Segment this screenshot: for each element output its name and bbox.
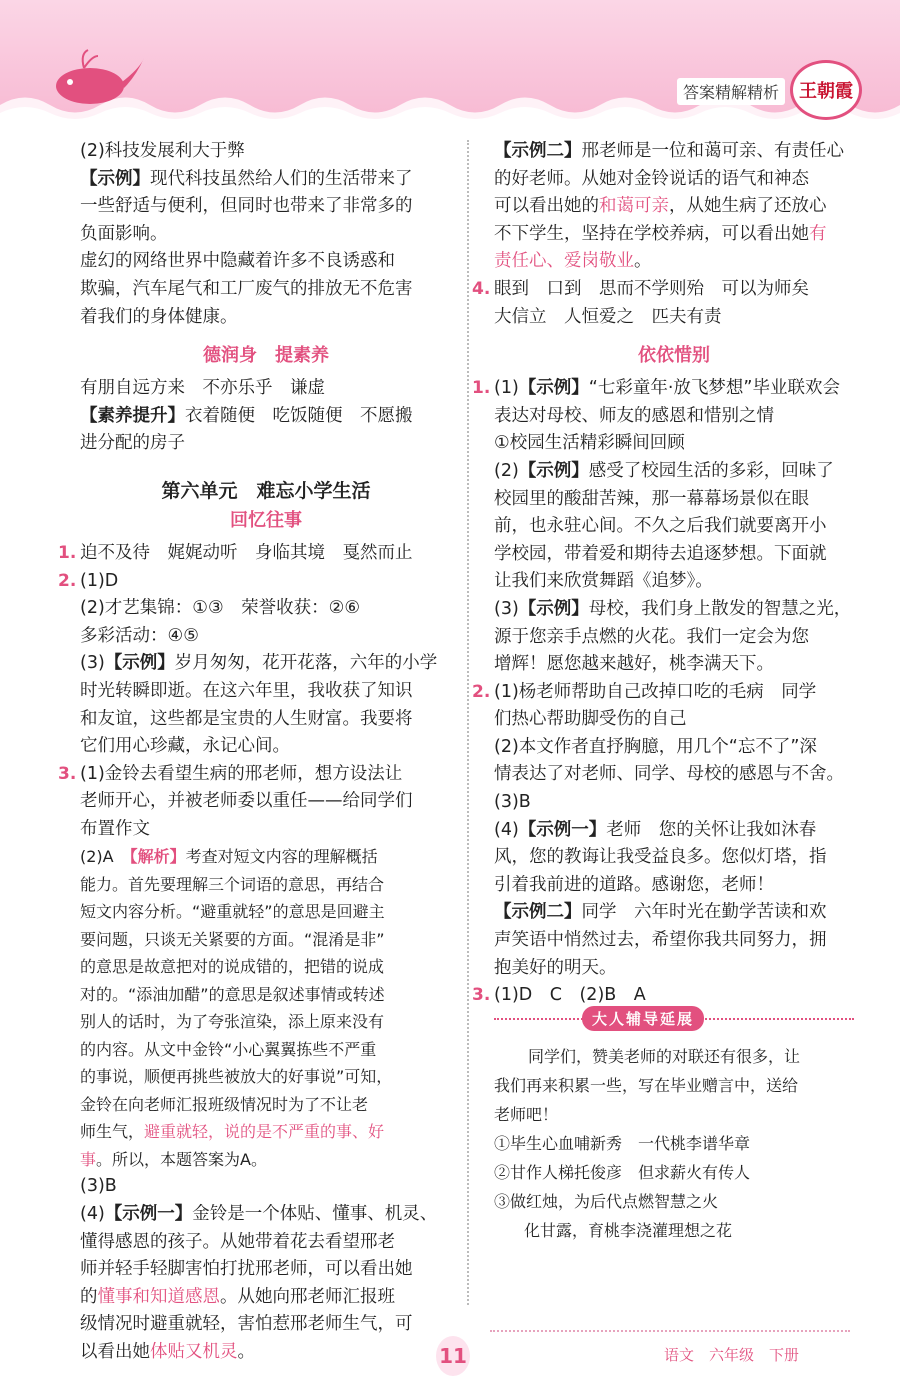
text-line: 情表达了对老师、同学、母校的感恩与不舍。 bbox=[494, 764, 844, 785]
text-line: 多彩活动：④⑤ bbox=[80, 625, 199, 646]
section-title: 依依惜别 bbox=[638, 345, 710, 367]
text-line: 有朋自远方来 不亦乐乎 谦虚 bbox=[80, 378, 325, 399]
text-line: (2)本文作者直抒胸臆，用几个“忘不了”深 bbox=[494, 736, 817, 757]
text-line bbox=[494, 138, 854, 166]
text-line: 虚幻的网络世界中隐藏着许多不良诱惑和 bbox=[80, 251, 395, 272]
column-divider bbox=[467, 140, 469, 1305]
question-line bbox=[472, 375, 854, 403]
text-line: 大信立 人恒爱之 匹夫有责 bbox=[494, 306, 722, 327]
text-span: “七彩童年·放飞梦想”毕业联欢会 bbox=[588, 378, 840, 399]
text-span: 。所以，本题答案为A。 bbox=[96, 1149, 267, 1169]
page-number: 11 bbox=[436, 1336, 470, 1376]
question-number: 3. bbox=[58, 763, 77, 784]
text-line: 增辉！愿您越来越好，桃李满天下。 bbox=[494, 654, 774, 675]
text-span: 不下学生，坚持在学校养病，可以看出她 bbox=[494, 223, 809, 244]
text-line: 时光转瞬即逝。在这六年里，我收获了知识 bbox=[80, 680, 413, 701]
text-line: 着我们的身体健康。 bbox=[80, 306, 238, 327]
text-span: 衣着随便 吃饭随便 不愿搬 bbox=[185, 405, 413, 426]
highlight-text: 懂事和知道感恩 bbox=[97, 1286, 220, 1307]
text-span: 同学 六年时光在勤学苦读和欢 bbox=[581, 902, 827, 923]
text-span: 邢老师是一位和蔼可亲、有责任心 bbox=[581, 141, 844, 161]
question-number: 2. bbox=[58, 570, 77, 591]
text-span: 可以看出她的 bbox=[494, 196, 599, 217]
text-line: 欺骗，汽车尾气和工厂废气的排放无不危害 bbox=[80, 278, 413, 299]
text-span: 金铃是一个体贴、懂事、机灵、 bbox=[192, 1204, 438, 1225]
text-line bbox=[80, 1118, 452, 1146]
question-line bbox=[58, 540, 452, 568]
brand-name: 王朝霞 bbox=[799, 81, 853, 102]
text-line bbox=[494, 248, 854, 276]
text-line: 的意思是故意把对的说成错的，把错的说成 bbox=[80, 957, 385, 977]
text-span: 眼到 口到 思而不学则殆 可以为师矣 bbox=[494, 278, 809, 299]
example-tag: 【示例】 bbox=[518, 460, 589, 481]
section-title: 德润身 提素养 bbox=[203, 345, 329, 367]
text-line: 声笑语中悄然过去，希望你我共同努力，拥 bbox=[494, 930, 827, 951]
text-line: 让我们来欣赏舞蹈《追梦》。 bbox=[494, 571, 713, 592]
text-span: 以看出她 bbox=[80, 1342, 150, 1363]
text-line: 布置作文 bbox=[80, 818, 150, 839]
text-line: 一些舒适与便利，但同时也带来了非常多的 bbox=[80, 196, 413, 217]
text-line: 引着我前进的道路。感谢您，老师！ bbox=[494, 874, 774, 895]
text-span: (3) bbox=[494, 598, 519, 619]
text-line bbox=[80, 403, 452, 431]
text-span: 考查对短文内容的理解概括 bbox=[185, 847, 378, 867]
example-tag: 【示例】 bbox=[80, 168, 150, 189]
text-span: 。 bbox=[237, 1342, 255, 1363]
text-line bbox=[494, 596, 854, 624]
text-line: (2)科技发展利大于弊 bbox=[80, 141, 245, 161]
text-line: 的内容。从文中金铃“小心翼翼拣些不严重 bbox=[80, 1039, 377, 1059]
header-title: 答案精解精析 bbox=[677, 78, 785, 105]
text-line: 我们再来积累一些，写在毕业赠言中，送给 bbox=[494, 1075, 799, 1095]
question-number: 3. bbox=[472, 985, 491, 1006]
text-line bbox=[494, 899, 854, 927]
footer-divider bbox=[490, 1330, 850, 1332]
text-line: 同学们，赞美老师的对联还有很多，让 bbox=[528, 1046, 801, 1066]
text-span: (1)金铃去看望生病的邢老师，想方设法让 bbox=[80, 763, 403, 784]
text-line: 的事说，顺便再挑些被放大的好事说”可知， bbox=[80, 1067, 393, 1087]
text-line bbox=[494, 817, 854, 845]
right-column bbox=[472, 138, 854, 1245]
text-line: 要问题，只谈无关紧要的方面。“混淆是非” bbox=[80, 929, 385, 949]
highlight-text: 责任心、爱岗敬业 bbox=[494, 251, 634, 272]
text-line: ③做红烛，为后代点燃智慧之火 bbox=[494, 1191, 719, 1211]
text-line: 老师吧！ bbox=[494, 1104, 559, 1124]
text-line: (3)B bbox=[494, 792, 531, 813]
text-line: 和友谊，这些都是宝贵的人生财富。我要将 bbox=[80, 708, 413, 729]
text-line: 们热心帮助脚受伤的自己 bbox=[494, 709, 687, 730]
question-number: 4. bbox=[472, 278, 491, 299]
text-line: 进分配的房子 bbox=[80, 433, 185, 454]
text-line bbox=[494, 458, 854, 486]
question-line bbox=[472, 276, 854, 304]
extension-label: 大人辅导延展 bbox=[582, 1006, 704, 1031]
highlight-text: 和蔼可亲 bbox=[599, 196, 669, 217]
text-line bbox=[494, 221, 854, 249]
question-line bbox=[58, 568, 452, 596]
text-line: 短文内容分析。“避重就轻”的意思是回避主 bbox=[80, 902, 385, 922]
text-line: 级情况时避重就轻，害怕惹邢老师生气，可 bbox=[80, 1314, 413, 1335]
extension-box bbox=[494, 1009, 854, 1245]
left-column bbox=[58, 138, 452, 1367]
text-line: 前，也永驻心间。不久之后我们就要离开小 bbox=[494, 516, 827, 537]
highlight-text: 事 bbox=[80, 1149, 97, 1169]
text-span: 感受了校园生活的多彩，回味了 bbox=[588, 460, 834, 481]
text-span: 师生气， bbox=[80, 1122, 145, 1142]
text-line: 的好老师。从她对金铃说话的语气和神态 bbox=[494, 168, 809, 189]
text-line: 源于您亲手点燃的火花。我们一定会为您 bbox=[494, 626, 809, 647]
page-footer bbox=[0, 1330, 900, 1390]
text-span: (1) bbox=[494, 378, 519, 399]
example-tag: 【示例二】 bbox=[494, 902, 582, 923]
footer-label: 语文 六年级 下册 bbox=[664, 1346, 800, 1364]
text-line bbox=[80, 843, 452, 871]
text-span: 母校，我们身上散发的智慧之光， bbox=[588, 598, 852, 619]
question-line bbox=[472, 679, 854, 707]
header-banner bbox=[0, 0, 900, 125]
text-line: 能力。首先要理解三个词语的意思，再结合 bbox=[80, 874, 385, 894]
highlight-text: 体贴又机灵 bbox=[150, 1342, 238, 1363]
question-number: 2. bbox=[472, 681, 491, 702]
text-line: 负面影响。 bbox=[80, 223, 168, 244]
text-line: ②甘作人梯托俊彦 但求薪火有传人 bbox=[494, 1162, 751, 1182]
text-span: 。 bbox=[634, 251, 652, 272]
text-line bbox=[494, 193, 854, 221]
text-line bbox=[80, 166, 452, 194]
example-tag: 【示例】 bbox=[518, 378, 589, 399]
question-line bbox=[58, 761, 452, 789]
brand-logo bbox=[790, 60, 862, 120]
text-span: 迫不及待 娓娓动听 身临其境 戛然而止 bbox=[80, 542, 413, 563]
text-line: 学校园，带着爱和期待去追逐梦想。下面就 bbox=[494, 543, 827, 564]
question-number: 1. bbox=[58, 542, 77, 563]
text-span: (1)D bbox=[80, 570, 119, 591]
text-line: 校园里的酸甜苦辣，那一幕幕场景似在眼 bbox=[494, 488, 809, 509]
text-line: 别人的话时，为了夸张渲染，添上原来没有 bbox=[80, 1012, 385, 1032]
text-line bbox=[80, 1146, 452, 1174]
text-line: 老师开心，并被老师委以重任——给同学们 bbox=[80, 791, 413, 812]
text-span: (2) bbox=[494, 460, 519, 481]
highlight-text: 有 bbox=[809, 223, 827, 244]
text-span: (4) bbox=[80, 1204, 105, 1225]
section-title: 回忆往事 bbox=[230, 509, 302, 531]
text-span: 现代科技虽然给人们的生活带来了 bbox=[150, 168, 413, 189]
example-tag: 【示例一】 bbox=[518, 819, 607, 840]
unit-title: 第六单元 难忘小学生活 bbox=[161, 479, 371, 502]
text-span: 。从她向邢老师汇报班 bbox=[220, 1286, 395, 1307]
text-line: 懂得感恩的孩子。从她带着花去看望邢老 bbox=[80, 1231, 395, 1252]
tag: 【素养提升】 bbox=[80, 405, 185, 426]
text-span: (1)D C (2)B A bbox=[494, 985, 646, 1006]
text-line: 表达对母校、师友的感恩和惜别之情 bbox=[494, 405, 774, 426]
highlight-text: 避重就轻，说的是不严重的事、好 bbox=[144, 1122, 385, 1142]
text-line: 化甘露，育桃李浇灌理想之花 bbox=[524, 1220, 733, 1240]
example-tag: 【示例二】 bbox=[494, 141, 582, 161]
text-line: 风，您的教诲让我受益良多。您似灯塔，指 bbox=[494, 847, 827, 868]
text-span: 岁月匆匆，花开花落，六年的小学 bbox=[174, 653, 438, 674]
text-span: (4) bbox=[494, 819, 519, 840]
example-tag: 【示例】 bbox=[104, 653, 175, 674]
text-line: (2)才艺集锦：①③ 荣誉收获：②⑥ bbox=[80, 598, 361, 619]
whale-icon bbox=[40, 48, 150, 108]
text-span: 老师 您的关怀让我如沐春 bbox=[606, 819, 817, 840]
text-line: 它们用心珍藏，永记心间。 bbox=[80, 736, 290, 757]
analysis-tag: 【解析】 bbox=[129, 847, 186, 867]
text-span: (2)A bbox=[80, 847, 130, 867]
example-tag: 【示例一】 bbox=[104, 1204, 193, 1225]
text-line: ①毕生心血哺新秀 一代桃李谱华章 bbox=[494, 1133, 751, 1153]
text-line: 金铃在向老师汇报班级情况时为了不让老 bbox=[80, 1094, 369, 1114]
text-line bbox=[80, 1284, 452, 1312]
text-span: (1)杨老师帮助自己改掉口吃的毛病 同学 bbox=[494, 681, 817, 702]
text-line bbox=[80, 650, 452, 678]
question-number: 1. bbox=[472, 378, 491, 399]
text-line: (3)B bbox=[80, 1176, 117, 1197]
text-line bbox=[80, 1201, 452, 1229]
text-line: 对的。“添油加醋”的意思是叙述事情或转述 bbox=[80, 984, 385, 1004]
text-span: ，从她生病了还放心 bbox=[669, 196, 827, 217]
example-tag: 【示例】 bbox=[518, 598, 589, 619]
text-line: 师并轻手轻脚害怕打扰邢老师，可以看出她 bbox=[80, 1259, 413, 1280]
text-span: 的 bbox=[80, 1286, 98, 1307]
text-line: 抱美好的明天。 bbox=[494, 957, 617, 978]
text-span: (3) bbox=[80, 653, 105, 674]
text-line: ①校园生活精彩瞬间回顾 bbox=[494, 433, 685, 454]
